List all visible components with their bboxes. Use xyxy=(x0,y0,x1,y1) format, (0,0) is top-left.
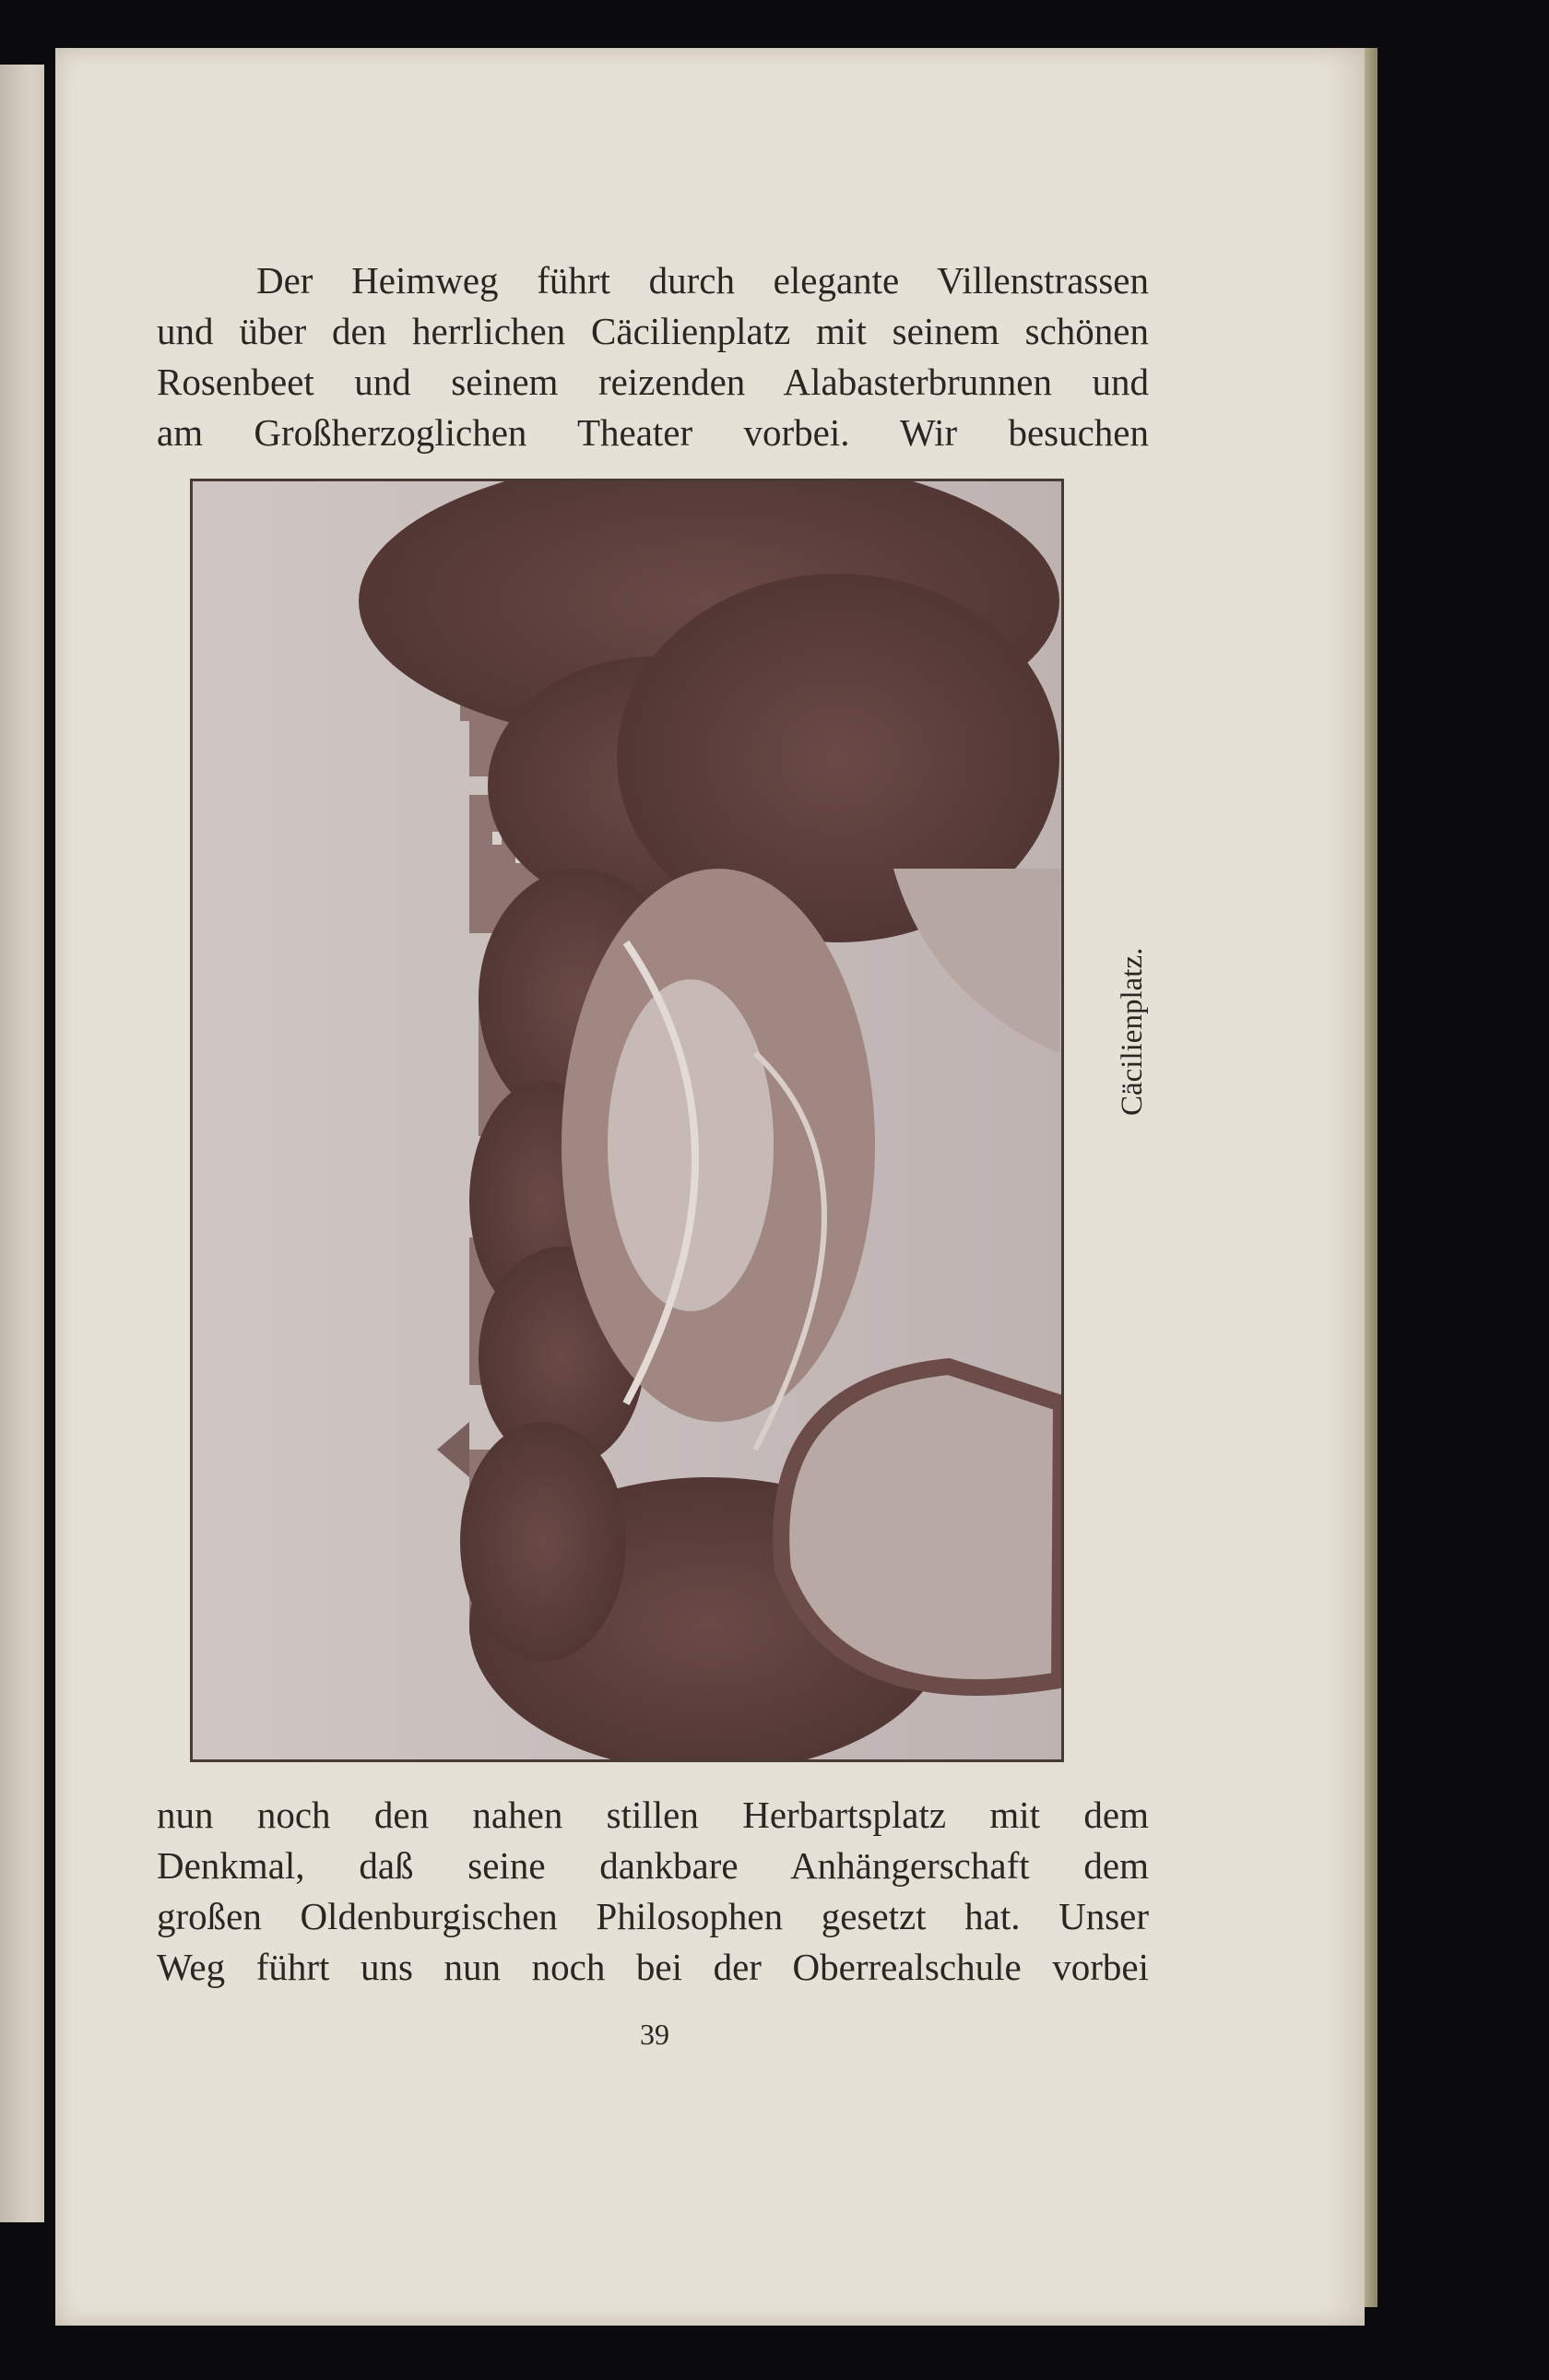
left-page-edge xyxy=(0,65,44,2222)
photo-illustration xyxy=(193,481,1061,1759)
lawn-right xyxy=(781,1367,1061,1687)
text-line: am Großherzoglichen Theater vorbei. Wir besuchen xyxy=(157,411,1149,454)
page-number: 39 xyxy=(640,2018,669,2051)
text-line: und über den herrlichen Cäcilienplatz mit seinem schönen xyxy=(157,310,1149,352)
text-line: Rosenbeet und seinem reizenden Alabasterbrunnen und xyxy=(157,361,1149,403)
fountain-area xyxy=(608,979,774,1311)
figure-caption: Cäcilienplatz. xyxy=(1116,947,1149,1116)
top-paragraph xyxy=(157,255,1149,458)
text-line: Der Heimweg führt durch elegante Villenstrassen xyxy=(256,259,1149,302)
bottom-paragraph xyxy=(157,1790,1149,1993)
text-line: Denkmal, daß seine dankbare Anhängerschaft dem xyxy=(157,1844,1149,1887)
text-line: großen Oldenburgischen Philosophen gesetzt hat. Unser xyxy=(157,1895,1149,1937)
text-line: nun noch den nahen stillen Herbartsplatz mit dem xyxy=(157,1794,1149,1836)
cacilienplatz-photograph xyxy=(190,479,1064,1762)
text-line: Weg führt uns nun noch bei der Oberrealschule vorbei xyxy=(157,1946,1149,1988)
